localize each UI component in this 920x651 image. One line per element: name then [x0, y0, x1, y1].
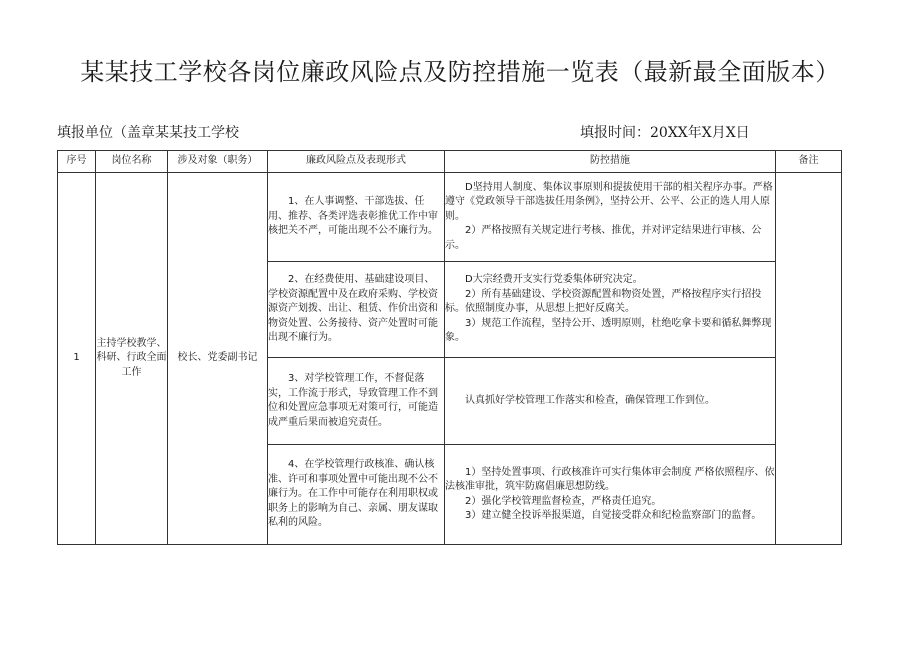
- header-risk: 廉政风险点及表现形式: [268, 151, 445, 173]
- header-measures: 防控措施: [445, 151, 776, 173]
- fill-time: 填报时间：20XX年X月X日: [580, 125, 750, 141]
- row-index: 1: [58, 173, 96, 545]
- risk-text: 2、在经费使用、基础建设项目、学校资源配置中及在政府采购、学校资源资产划拨、出让、租赁、作价出资和物资处置、公务接待、资产处置时可能出现不廉行为。: [268, 274, 438, 344]
- measure-cell-3: [445, 358, 776, 445]
- table-header-row: [58, 151, 842, 173]
- risk-cell-3: [268, 358, 445, 445]
- risk-cell-4: [268, 445, 445, 545]
- page-title: 某某技工学校各岗位廉政风险点及防控措施一览表（最新最全面版本）: [80, 58, 840, 86]
- measure-line: 3）建立健全投诉举报渠道，自觉接受群众和纪检监察部门的监督。: [465, 510, 762, 521]
- measure-line: D大宗经费开支实行党委集体研究决定。: [465, 274, 643, 286]
- header-index: 序号: [58, 151, 96, 173]
- measure-cell-2: [445, 262, 776, 358]
- measure-line: 2）强化学校管理监督检查，严格责任追究。: [465, 495, 662, 507]
- row-note: [776, 173, 842, 545]
- fill-unit: 填报单位（盖章某某技工学校: [57, 125, 239, 141]
- risk-cell-2: [268, 262, 445, 358]
- risk-table: [57, 150, 842, 545]
- row-object: 校长、党委副书记: [168, 173, 268, 545]
- measure-cell-4: [445, 445, 776, 545]
- risk-cell-1: [268, 173, 445, 262]
- row-position: 主持学校教学、科研、行政全面工作: [96, 173, 168, 545]
- measure-line: D坚持用人制度、集体议事原则和提拔使用干部的相关程序办事。严格遵守《党政领导干部选拔任用条例》，坚持公开、公平、公正的选人用人原则。: [445, 181, 773, 222]
- measure-line: 3）规范工作流程，坚持公开、透明原则，杜绝吃拿卡要和循私舞弊现象。: [445, 317, 772, 344]
- header-object: 涉及对象（职务）: [168, 151, 268, 173]
- header-note: 备注: [776, 151, 842, 173]
- header-position: 岗位名称: [96, 151, 168, 173]
- measure-line: 认真抓好学校管理工作落实和检查，确保管理工作到位。: [465, 394, 715, 406]
- table-row: [58, 173, 842, 262]
- measure-line: 1）坚持处置事项、行政核准许可实行集体审会制度 严格依照程序、依法核准审批，筑牢防腐倡廉思想防线。: [445, 466, 775, 492]
- measure-line: 2）所有基础建设、学校资源配置和物资处置，严格按程序实行招投标。依照制度办事，从思想上把好反腐关。: [445, 288, 762, 315]
- measure-line: 2）严格按照有关规定进行考核、推优，并对评定结果进行审核、公示。: [445, 225, 762, 251]
- risk-text: 4、在学校管理行政核准、确认核准、许可和事项处置中可能出现不公不廉行为。在工作中可能存在利用职权或职务上的影响为自己、亲属、朋友谋取私利的风险。: [268, 459, 438, 529]
- measure-cell-1: [445, 173, 776, 262]
- risk-text: 3、对学校管理工作，不督促落实，工作流于形式，导致管理工作不到位和处置应急事项无对策可行，可能造成严重后果而被追究责任。: [268, 373, 438, 428]
- risk-text: 1、在人事调整、干部选拔、任用、推荐、各类评选表彰推优工作中审核把关不严，可能出现不公不廉行为。: [268, 196, 438, 237]
